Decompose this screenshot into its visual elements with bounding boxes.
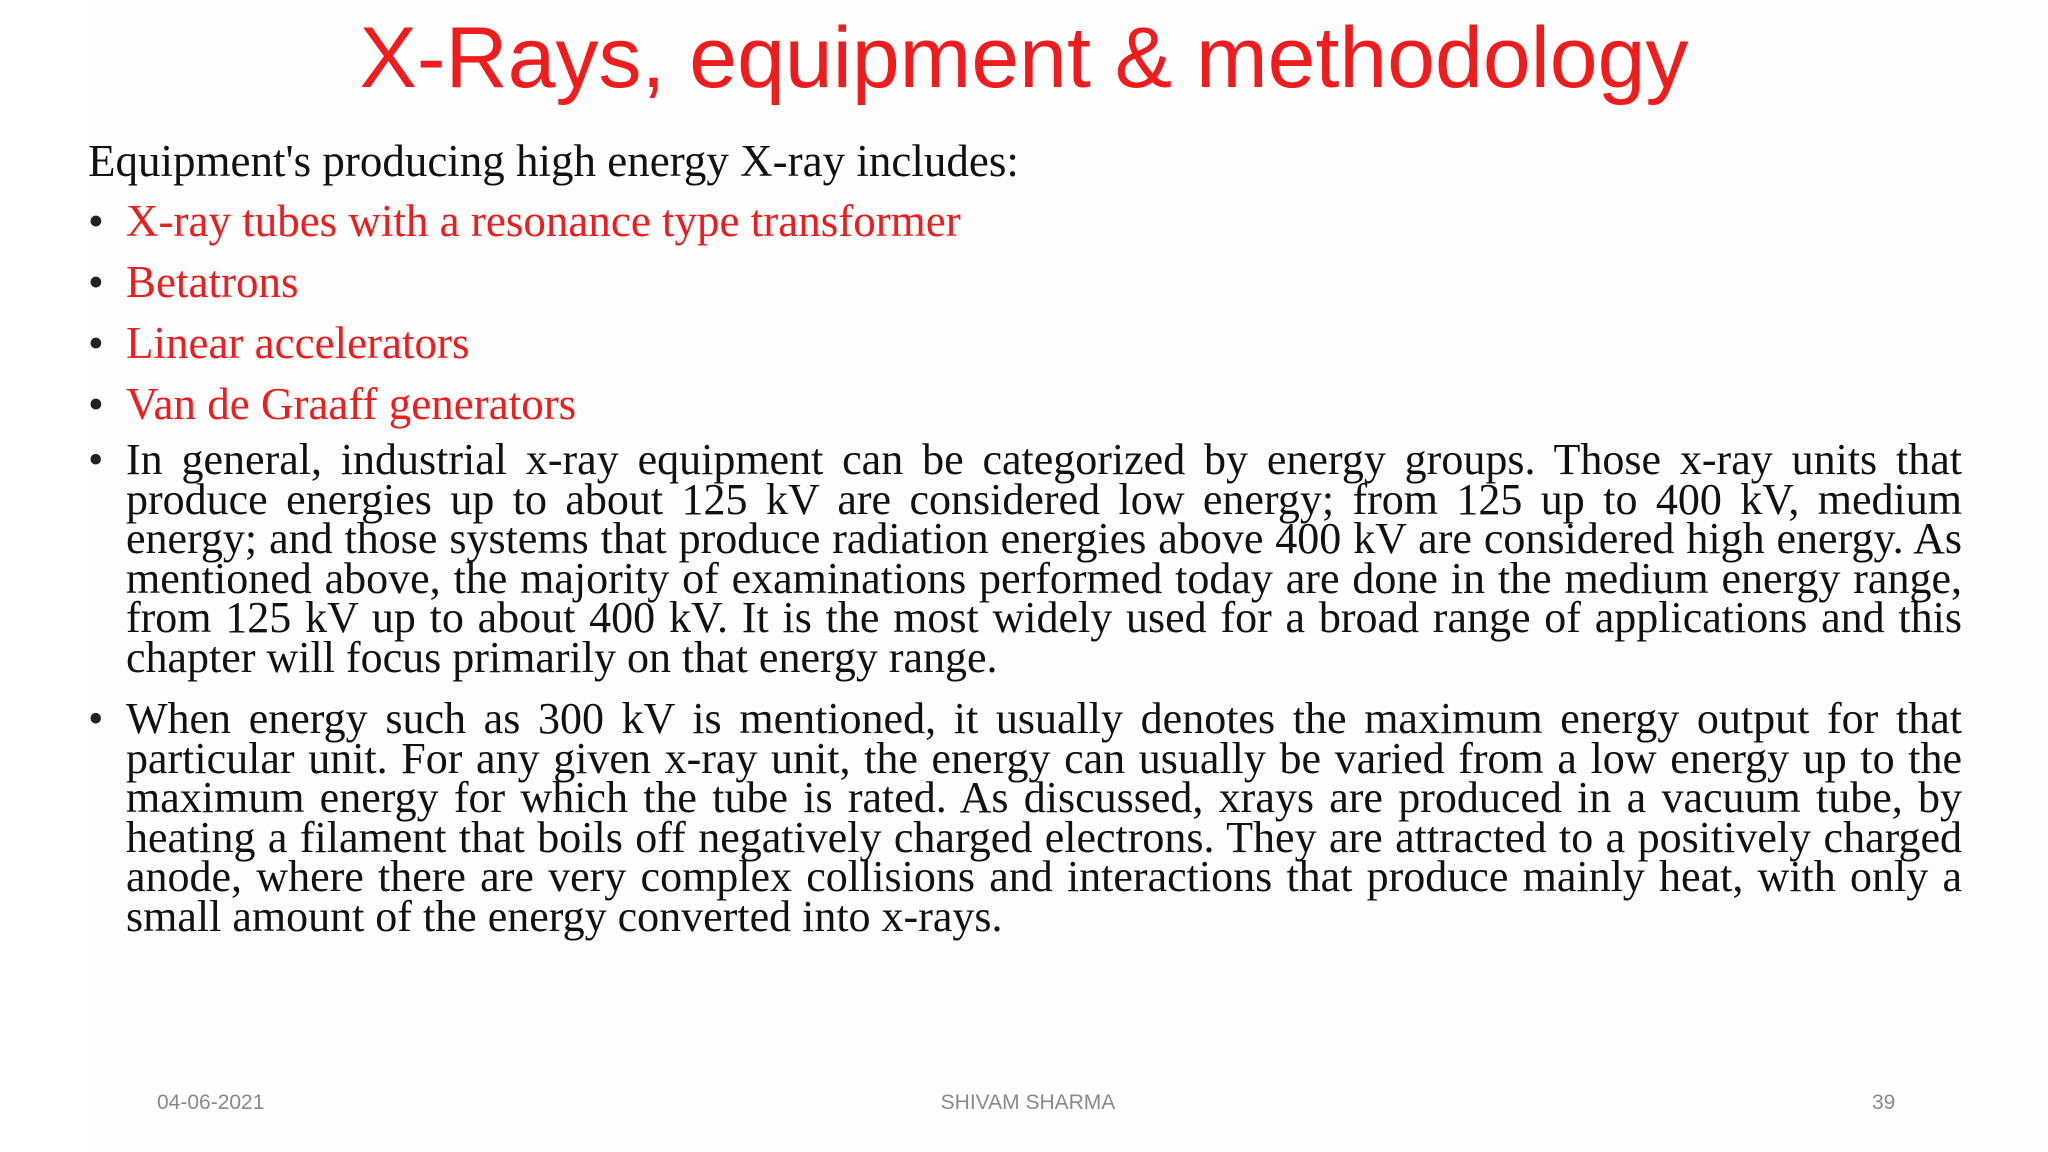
bullet-icon: • <box>88 694 104 743</box>
bullet-list <box>88 196 1962 941</box>
page-number: 39 <box>1872 1091 1896 1114</box>
bullet-icon: • <box>88 318 104 368</box>
bullet-icon: • <box>88 435 104 484</box>
list-item-text: Linear accelerators <box>126 318 470 368</box>
list-item-van-de-graaff <box>88 379 1962 429</box>
list-item-text: X-ray tubes with a resonance type transformer <box>126 196 961 246</box>
list-item-xray-tubes <box>88 196 1962 246</box>
list-item-linear-accelerators <box>88 318 1962 368</box>
footer-date: 04-06-2021 <box>157 1091 265 1114</box>
list-item-text: Betatrons <box>126 257 299 307</box>
paragraph-max-energy <box>88 694 1962 941</box>
list-item-betatrons <box>88 257 1962 307</box>
footer-author: SHIVAM SHARMA <box>940 1091 1116 1114</box>
slide-body <box>88 136 1962 958</box>
paragraph-energy-groups <box>88 435 1962 682</box>
slide-title: X-Rays, equipment & methodology <box>359 10 1689 106</box>
intro-text: Equipment's producing high energy X-ray includes: <box>88 136 1019 186</box>
bullet-icon: • <box>88 379 104 429</box>
paragraph-text: When energy such as 300 kV is mentioned, it usually denotes the maximum energy output for that particular unit. For any given x-ray unit, the energy can usually be varied from a low energy up to the maximum energy for which the tube is rated. As discussed, xrays are produced in a vacuum tube, by heating a filament that boils off negatively charged electrons. They are attracted to a positively charged anode, where there are very complex collisions and interactions that produce mainly heat, with only a small amount of the energy converted into x-rays. <box>126 694 1962 941</box>
bullet-icon: • <box>88 257 104 307</box>
list-item-text: Van de Graaff generators <box>126 379 577 429</box>
paragraph-text: In general, industrial x-ray equipment can be categorized by energy groups. Those x-ray units that produce energies up to about 125 kV are considered low energy; from 125 up to 400 kV, medium energy; and those systems that produce radiation energies above 400 kV are considered high energy. As mentioned above, the majority of examinations performed today are done in the medium energy range, from 125 kV up to about 400 kV. It is the most widely used for a broad range of applications and this chapter will focus primarily on that energy range. <box>126 435 1962 682</box>
bullet-icon: • <box>88 196 104 246</box>
